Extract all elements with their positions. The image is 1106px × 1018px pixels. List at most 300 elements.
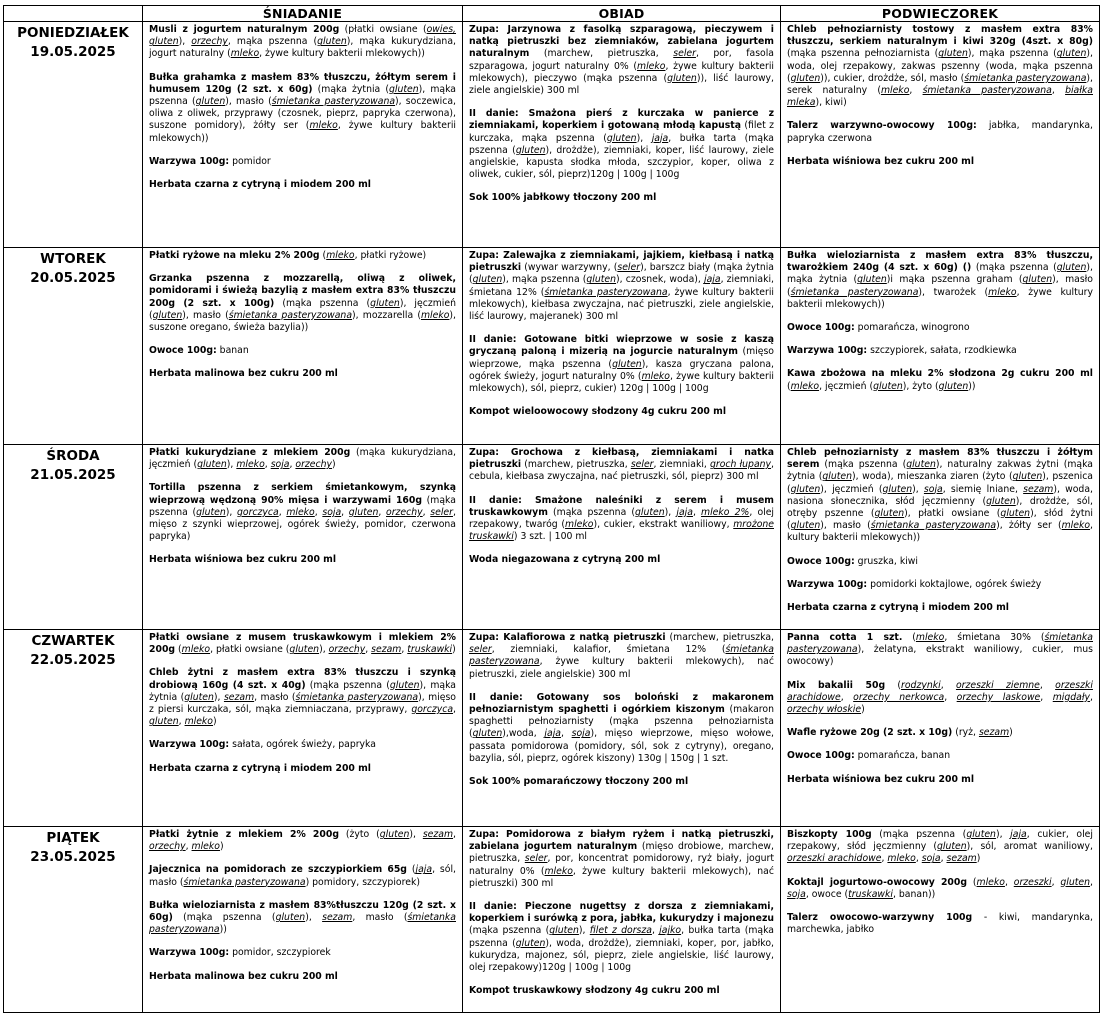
allergen: gluten bbox=[149, 716, 179, 728]
ingredients: , żywe kultury bakterii mlekowych), nać pietruszki) 300 ml bbox=[469, 865, 774, 889]
meal-title: Bułka wieloziarnista z masłem extra 83% tłuszczu, twarożkiem 240g (4 szt. x 60g) () bbox=[787, 250, 1093, 274]
allergen: soja bbox=[322, 506, 342, 518]
ingredients: ), bbox=[995, 829, 1011, 840]
allergen: gluten bbox=[196, 506, 226, 518]
ingredients: ), płatki owsiane ( bbox=[904, 508, 1001, 520]
allergen: mleko bbox=[790, 380, 820, 392]
allergen: seler bbox=[630, 459, 654, 471]
meal-title: Talerz warzywno-owocowy 100g: bbox=[787, 120, 977, 132]
allergen: mleko bbox=[915, 632, 945, 643]
ingredients: (ryż, bbox=[952, 727, 979, 739]
allergen: śmietanka pasteryzowana bbox=[870, 520, 997, 532]
lunch-cell bbox=[463, 827, 781, 1013]
corner-cell bbox=[4, 6, 143, 22]
ingredients: pomarańcza, winogrono bbox=[854, 322, 970, 334]
ingredients: ( bbox=[885, 679, 902, 691]
ingredients: ) bbox=[1009, 727, 1013, 739]
allergen: gluten bbox=[515, 144, 546, 156]
ingredients: (makaron spaghetti pełnoziarnisty (mąka pszenna pełnoziarnista ( bbox=[469, 704, 774, 740]
ingredients: , żywe kultury bakterii mlekowych)) bbox=[149, 120, 456, 144]
ingredients: , bbox=[422, 506, 431, 518]
ingredients: ), mąka kukurydziana, jogurt naturalny ( bbox=[149, 36, 456, 60]
allergen: gluten bbox=[966, 829, 996, 840]
allergen: seler bbox=[673, 48, 696, 60]
ingredients: , bbox=[264, 459, 271, 471]
ingredients: , bbox=[692, 506, 702, 518]
ingredients: , bbox=[289, 459, 296, 471]
allergen: orzechy bbox=[386, 506, 423, 518]
meal-item bbox=[469, 776, 774, 788]
ingredients: , bbox=[909, 85, 923, 97]
allergen: śmietanka pasteryzowana bbox=[469, 644, 774, 668]
ingredients: ), jęczmień ( bbox=[820, 483, 883, 495]
meal-item bbox=[469, 406, 774, 418]
ingredients: (mięso wieprzowe, mąka pszenna ( bbox=[469, 346, 774, 370]
ingredients: ), bbox=[305, 912, 323, 924]
day-name: PIĄTEK bbox=[46, 830, 100, 846]
ingredients: , bbox=[1040, 691, 1053, 703]
day-row-thursday bbox=[4, 630, 1100, 827]
allergen: rodzynki bbox=[901, 679, 941, 691]
allergen: seler bbox=[469, 644, 492, 656]
ingredients: , bbox=[185, 841, 192, 853]
ingredients: , bbox=[1004, 876, 1014, 888]
allergen: orzechy bbox=[328, 644, 366, 656]
allergen: sezam bbox=[946, 853, 977, 865]
allergen: jajko bbox=[659, 925, 682, 937]
ingredients: ), masło ( bbox=[820, 520, 871, 532]
allergen: gluten bbox=[667, 72, 697, 84]
ingredients: , bbox=[940, 679, 956, 691]
meal-title: Tortilla pszenna z serkiem śmietankowym, szynką wieprzową wędzoną 90% mięsa i warzywami 160g bbox=[149, 482, 456, 506]
ingredients: , bbox=[314, 506, 323, 518]
meal-item bbox=[469, 334, 774, 395]
ingredients: ), bbox=[225, 506, 237, 518]
header-lunch: OBIAD bbox=[463, 6, 781, 22]
ingredients: , cukier, olej rzepakowy, słód jęczmienny ( bbox=[787, 829, 1093, 853]
meal-title: Bułka grahamka z masłem 83% tłuszczu, żółtym serem i humusem 120g (2 szt. x 60g) bbox=[149, 71, 456, 95]
meal-item bbox=[149, 829, 456, 853]
allergen: gluten bbox=[379, 829, 410, 840]
ingredients: , żywe kultury bakterii mlekowych)) bbox=[787, 286, 1093, 310]
ingredients: )), cukier, drożdże, sól, masło ( bbox=[820, 72, 965, 84]
breakfast-cell bbox=[143, 445, 463, 630]
ingredients: ) pomidory, szczypiorek) bbox=[305, 876, 420, 888]
allergen: jaja bbox=[544, 728, 561, 740]
ingredients: ), jęczmień ( bbox=[149, 297, 456, 321]
ingredients: , mięso z szynki wieprzowej, ogórek świeży, pomidor, czerwona papryka) bbox=[149, 506, 456, 543]
ingredients: (wywar warzywny, ( bbox=[521, 262, 618, 274]
meal-item bbox=[149, 864, 456, 888]
day-name: CZWARTEK bbox=[31, 633, 115, 649]
allergen: gluten bbox=[938, 380, 969, 392]
meal-title: Płatki owsiane z musem truskawkowym i mlekiem 2% 200g bbox=[149, 632, 456, 656]
ingredients: (mąka pszenna ( bbox=[172, 912, 276, 924]
allergen: jaja bbox=[704, 274, 721, 286]
allergen: soja bbox=[270, 459, 290, 471]
meal-title: Owoce 100g: bbox=[149, 345, 217, 357]
ingredients: , bbox=[1039, 679, 1056, 691]
ingredients: , bbox=[1090, 876, 1093, 888]
meal-title: II danie: Gotowane bitki wieprzowe w sosie z kaszą gryczaną paloną i mizerią na jogurcie naturalnym bbox=[469, 334, 774, 358]
meal-title: Warzywa 100g: bbox=[149, 739, 230, 751]
allergen: śmietanka pasteryzowana bbox=[271, 96, 396, 108]
allergen: truskawki bbox=[407, 644, 453, 656]
allergen: śmietanka pasteryzowana bbox=[228, 309, 353, 321]
allergen: soja bbox=[923, 483, 943, 495]
header-snack: PODWIECZOREK bbox=[781, 6, 1100, 22]
allergen: sezam bbox=[322, 912, 353, 924]
allergen: mleko 2% bbox=[701, 506, 750, 518]
allergen: sezam bbox=[422, 829, 454, 840]
allergen: migdały bbox=[1052, 691, 1091, 703]
meal-title: Kompot wieloowocowy słodzony 4g cukru 200 ml bbox=[469, 406, 727, 418]
ingredients: , bbox=[401, 644, 408, 656]
allergen: soja bbox=[787, 888, 806, 900]
ingredients: ), bbox=[213, 691, 224, 703]
ingredients: ), sól, aromat waniliowy, bbox=[966, 841, 1093, 853]
snack-cell bbox=[781, 248, 1100, 445]
ingredients: ( bbox=[902, 632, 916, 643]
meal-item bbox=[787, 750, 1093, 762]
allergen: sezam bbox=[1023, 483, 1054, 495]
ingredients: ), bbox=[578, 925, 590, 937]
breakfast-cell bbox=[143, 248, 463, 445]
meal-item bbox=[149, 971, 456, 983]
allergen: mleko bbox=[976, 876, 1005, 888]
meal-item bbox=[469, 985, 774, 997]
meal-title: Warzywa 100g: bbox=[149, 947, 230, 959]
allergen: gluten bbox=[348, 506, 379, 518]
allergen: gluten bbox=[472, 274, 503, 286]
meal-item bbox=[787, 727, 1093, 739]
allergen: gluten bbox=[906, 459, 936, 471]
day-date: 20.05.2025 bbox=[30, 270, 116, 286]
ingredients: )) bbox=[219, 924, 227, 936]
ingredients: ), słód żytni ( bbox=[787, 508, 1093, 532]
allergen: seler bbox=[430, 506, 453, 518]
meal-title: Kawa zbożowa na mleku 2% słodzona 2g cukru 200 ml bbox=[787, 368, 1093, 380]
allergen: soja bbox=[921, 853, 941, 865]
meal-item bbox=[787, 680, 1093, 717]
ingredients: ( bbox=[787, 380, 791, 392]
ingredients: , kultury bakterii mlekowych)) bbox=[787, 520, 1094, 544]
allergen: orzechy bbox=[149, 841, 186, 853]
meal-title: Chleb żytni z masłem extra 83% tłuszczu i szynką drobiową 160g (4 szt. x 40g) bbox=[149, 667, 456, 691]
allergen: gluten bbox=[317, 36, 347, 48]
meal-title: Owoce 100g: bbox=[787, 750, 855, 762]
meal-title: Zupa: Pomidorowa z białym ryżem i natką pietruszki, zabielana jogurtem naturalnym bbox=[469, 829, 774, 853]
allergen: gluten bbox=[515, 937, 546, 949]
day-cell bbox=[4, 248, 143, 445]
allergen: sezam bbox=[223, 691, 255, 703]
ingredients: ), drożdże), ziemniaki, koper, liść laurowy, ziele angielskie, kapusta słodka młoda, szczypior, koper, oliwa z oliwek, cukier, sól, pieprz)120g | 100g | 100g bbox=[469, 144, 774, 181]
allergen: gluten bbox=[1022, 274, 1053, 286]
meal-title: Chleb pełnoziarnisty tostowy z masłem extra 83% tłuszczu, serkiem naturalnym i kiwi 320g (4szt. x 80g) bbox=[787, 24, 1093, 48]
meal-title: Owoce 100g: bbox=[787, 322, 855, 334]
ingredients: )), liść laurowy, ziele angielskie) 300 ml bbox=[469, 72, 774, 97]
allergen: śmietanka pasteryzowana bbox=[964, 72, 1087, 84]
ingredients: ), pszenica ( bbox=[787, 471, 1093, 495]
allergen: mleko bbox=[637, 60, 666, 72]
ingredients: , por, koncentrat pomidorowy, ryż biały, jogurt naturalny 0% ( bbox=[469, 853, 774, 877]
ingredients: ), mąka żytnia ( bbox=[787, 262, 1093, 286]
allergen: orzechy laskowe bbox=[956, 691, 1041, 703]
ingredients: szczypiorek, sałata, rzodkiewka bbox=[867, 345, 1017, 357]
meal-title: Zupa: Kalafiorowa z natką pietruszki bbox=[469, 632, 666, 643]
ingredients: ), mąka pszenna ( bbox=[149, 83, 456, 108]
allergen: gorczyca bbox=[236, 506, 279, 518]
ingredients: , śmietana 30% ( bbox=[944, 632, 1045, 643]
meal-item bbox=[149, 632, 456, 656]
ingredients: ), kiwi) bbox=[815, 97, 847, 109]
lunch-cell bbox=[463, 445, 781, 630]
allergen: gluten bbox=[289, 644, 320, 656]
ingredients: ), mąka żytnia ( bbox=[149, 679, 456, 703]
meal-title: Herbata malinowa bez cukru 200 ml bbox=[149, 368, 338, 380]
allergen: gluten bbox=[986, 495, 1016, 507]
ingredients: (mąka żytnia ( bbox=[312, 83, 389, 95]
allergen: śmietanka pasteryzowana bbox=[787, 632, 1093, 656]
ingredients: ), czosnek, woda), bbox=[616, 274, 704, 286]
allergen: jaja bbox=[651, 132, 669, 144]
day-name: PONIEDZIAŁEK bbox=[17, 25, 129, 41]
header-row bbox=[4, 6, 1100, 22]
meal-title: II danie: Smażone naleśniki z serem i musem truskawkowym bbox=[469, 494, 774, 518]
allergen: białka mleka bbox=[787, 85, 1093, 109]
allergen: gluten bbox=[1000, 508, 1031, 520]
meal-title: II danie: Gotowany sos boloński z makaronem pełnoziarnistym spaghetti i ogórkiem kiszonym bbox=[469, 691, 774, 716]
meal-item bbox=[149, 947, 456, 959]
meal-item bbox=[787, 156, 1093, 168]
breakfast-cell bbox=[143, 22, 463, 248]
ingredients: (marchew, pietruszka, bbox=[665, 632, 774, 643]
meal-title: Kompot truskawkowy słodzony 4g cukru 200 ml bbox=[469, 985, 720, 997]
ingredients: ), kasza gryczana palona, ogórek świeży, jogurt naturalny 0% ( bbox=[469, 358, 774, 382]
lunch-cell bbox=[463, 248, 781, 445]
ingredients: ( bbox=[175, 644, 182, 656]
ingredients: , siemię lniane, bbox=[942, 483, 1024, 495]
allergen: śmietanka pasteryzowana bbox=[295, 691, 419, 703]
ingredients: , bbox=[560, 728, 572, 740]
meal-item bbox=[149, 72, 456, 145]
ingredients: , płatki ryżowe) bbox=[354, 250, 427, 261]
lunch-cell bbox=[463, 22, 781, 248]
ingredients: (płatki owsiane ( bbox=[339, 24, 427, 35]
ingredients: , bbox=[378, 506, 387, 518]
allergen: soja bbox=[571, 728, 591, 740]
ingredients: ), bbox=[664, 506, 677, 518]
meal-item bbox=[149, 554, 456, 566]
ingredients: , ziemniaki, kalafior, śmietana 12% ( bbox=[491, 644, 726, 656]
meal-title: Zupa: Grochowa z kiełbasą, ziemniakami i natka pietruszki bbox=[469, 447, 774, 471]
snack-cell bbox=[781, 22, 1100, 248]
allergen: orzeszki bbox=[1013, 876, 1052, 888]
ingredients: banan bbox=[216, 345, 249, 357]
meal-title: Płatki kukurydziane z mlekiem 200g bbox=[149, 447, 351, 458]
ingredients: , olej rzepakowy, twaróg ( bbox=[469, 506, 775, 531]
meal-title: Sok 100% pomarańczowy tłoczony 200 ml bbox=[469, 776, 689, 788]
allergen: sezam bbox=[371, 644, 402, 656]
allergen: gluten bbox=[472, 728, 503, 740]
allergen: jaja bbox=[676, 506, 693, 518]
allergen: groch łupany bbox=[709, 459, 772, 471]
ingredients: (filet z kurczaka, mąka pszenna ( bbox=[469, 120, 774, 144]
allergen: mleko bbox=[181, 644, 211, 656]
ingredients: , cebula, kiełbasa zwyczajna, nać pietruszki, sól, pieprz) 300 ml bbox=[469, 459, 775, 483]
ingredients: , żywe kultury bakterii mlekowych), kiełbasa zwyczajna, nać pietruszki, ziele angielskie, liść laurowy, majeranek) 300 ml bbox=[469, 286, 775, 323]
menu-table bbox=[3, 5, 1100, 1013]
ingredients: ), masło ( bbox=[225, 96, 272, 108]
meal-item bbox=[149, 345, 456, 357]
ingredients: , bbox=[1051, 876, 1061, 888]
ingredients: (mąka kukurydziana, jęczmień ( bbox=[149, 447, 456, 471]
meal-item bbox=[787, 912, 1093, 936]
allergen: orzeszki arachidowe bbox=[787, 853, 882, 865]
ingredients: (marchew, pietruszka, bbox=[521, 459, 631, 471]
snack-cell bbox=[781, 827, 1100, 1013]
ingredients: ), woda, nasiona słonecznika, słód jęczmienny ( bbox=[787, 483, 1093, 507]
day-cell bbox=[4, 22, 143, 248]
meal-title: Sok 100% jabłkowy tłoczony 200 ml bbox=[469, 192, 657, 204]
ingredients: ), barszcz biały (mąka żytnia ( bbox=[469, 262, 774, 286]
allergen: gluten bbox=[938, 48, 968, 60]
day-date: 23.05.2025 bbox=[30, 849, 116, 865]
allergen: gluten bbox=[389, 679, 420, 691]
allergen: seler bbox=[617, 262, 641, 274]
allergen: sezam bbox=[978, 727, 1010, 739]
allergen: mleko bbox=[191, 841, 220, 853]
ingredients: , owoce ( bbox=[805, 888, 849, 900]
ingredients: sałata, ogórek świeży, papryka bbox=[229, 739, 376, 751]
meal-title: Herbata malinowa bez cukru 200 ml bbox=[149, 970, 338, 982]
allergen: gluten bbox=[195, 96, 226, 108]
ingredients: ), masło ( bbox=[787, 274, 1093, 298]
ingredients: ), drożdże, sól, otręby pszenne ( bbox=[787, 495, 1093, 520]
allergen: mleko bbox=[988, 286, 1017, 298]
allergen: mleko bbox=[309, 120, 338, 132]
allergen: gluten bbox=[937, 841, 967, 853]
allergen: mleko bbox=[236, 459, 265, 471]
allergen: gluten bbox=[184, 691, 214, 703]
ingredients: (mąka pszenna ( bbox=[274, 297, 371, 309]
meal-item bbox=[149, 368, 456, 380]
ingredients: (mąka pszenna ( bbox=[305, 679, 390, 691]
meal-item bbox=[787, 345, 1093, 357]
meal-title: Bułka wieloziarnista z masłem 83%tłuszczu 120g (2 szt. x 60g) bbox=[149, 899, 456, 924]
ingredients: ), soczewica, oliwa z oliwek, przyprawy (czosnek, pieprz, papryka czerwona), suszone pomidory), żółty ser ( bbox=[149, 96, 456, 132]
day-cell bbox=[4, 630, 143, 827]
ingredients: , żywe kultury bakterii mlekowych), pieczywo (mąka pszenna ( bbox=[469, 60, 775, 84]
allergen: truskawki bbox=[848, 888, 893, 900]
ingredients: ), bbox=[636, 132, 652, 144]
meal-item bbox=[469, 24, 774, 97]
snack-cell bbox=[781, 630, 1100, 827]
ingredients: , banan)) bbox=[892, 888, 936, 900]
ingredients: (mąka pszenna ( bbox=[819, 459, 907, 471]
ingredients: , bułka tarta (mąka pszenna ( bbox=[469, 132, 774, 156]
ingredients: , bułka tarta (mąka pszenna ( bbox=[469, 925, 774, 949]
ingredients: , bbox=[915, 853, 922, 865]
meal-item bbox=[787, 447, 1093, 545]
lunch-cell bbox=[463, 630, 781, 827]
meal-item bbox=[787, 774, 1093, 786]
meal-item bbox=[787, 556, 1093, 568]
meal-item bbox=[469, 692, 774, 765]
ingredients: , bbox=[840, 691, 854, 703]
ingredients: ), bbox=[178, 36, 192, 48]
breakfast-cell bbox=[143, 827, 463, 1013]
allergen: gluten bbox=[1056, 262, 1087, 274]
ingredients: , bbox=[365, 644, 372, 656]
meal-title: Mix bakalii 50g bbox=[787, 679, 886, 691]
allergen: gluten bbox=[1012, 471, 1043, 483]
meal-title: Zupa: Zalewajka z ziemniakami, jajkiem, kiełbasą i natką pietruszki bbox=[469, 250, 774, 274]
ingredients: , bbox=[453, 829, 456, 840]
meal-item bbox=[469, 829, 774, 890]
allergen: śmietanka pasteryzowana bbox=[183, 876, 306, 888]
allergen: jaja bbox=[1010, 829, 1027, 840]
ingredients: (mąka pszenna ( bbox=[149, 494, 456, 518]
ingredients: ), żyto ( bbox=[902, 380, 939, 392]
meal-title: Koktajl jogurtowo-owocowy 200g bbox=[787, 876, 968, 888]
meal-item bbox=[149, 273, 456, 334]
day-row-wednesday bbox=[4, 445, 1100, 630]
allergen: mrożone truskawki bbox=[469, 519, 774, 543]
ingredients: , bbox=[944, 691, 957, 703]
ingredients: , bbox=[1090, 691, 1094, 703]
meal-item bbox=[787, 322, 1093, 334]
allergen: śmietanka pasteryzowana bbox=[544, 286, 668, 298]
meal-title: Woda niegazowana z cytryną 200 ml bbox=[469, 554, 661, 566]
allergen: mleko bbox=[641, 370, 670, 382]
allergen: mleko bbox=[326, 250, 355, 261]
allergen: śmietanka pasteryzowana bbox=[790, 286, 919, 298]
meal-item bbox=[787, 632, 1093, 669]
meal-item bbox=[787, 368, 1093, 392]
ingredients: ),woda, bbox=[502, 728, 545, 740]
allergen: gluten bbox=[389, 83, 419, 95]
meal-title: Zupa: Jarzynowa z fasolką szparagową, pieczywem i natką pietruszki bez ziemniaków, zabielana jogurtem naturalnym bbox=[469, 24, 774, 60]
meal-item bbox=[149, 900, 456, 937]
meal-item bbox=[787, 250, 1093, 311]
ingredients: , masło ( bbox=[352, 912, 408, 924]
meal-title: Herbata czarna z cytryną i miodem 200 ml bbox=[149, 762, 371, 774]
allergen: śmietanka pasteryzowana bbox=[149, 912, 456, 936]
day-date: 21.05.2025 bbox=[30, 467, 116, 483]
meal-title: Owoce 100g: bbox=[787, 555, 855, 567]
meal-title: Herbata wiśniowa bez cukru 200 ml bbox=[787, 155, 975, 167]
meal-item bbox=[469, 447, 774, 484]
ingredients: ), suszone oregano, świeża bazylia)) bbox=[149, 309, 457, 334]
meal-item bbox=[787, 602, 1093, 614]
allergen: gluten bbox=[370, 297, 400, 309]
meal-title: Chleb pełnoziarnisty z masłem 83% tłuszczu i żółtym serem bbox=[787, 447, 1093, 471]
breakfast-cell bbox=[143, 630, 463, 827]
day-name: ŚRODA bbox=[46, 448, 100, 464]
allergen: orzechy nerkowca bbox=[853, 691, 945, 703]
allergen: gluten bbox=[790, 72, 821, 84]
allergen: orzechy bbox=[295, 459, 333, 471]
ingredients: ) bbox=[213, 716, 217, 728]
day-name: WTOREK bbox=[40, 251, 106, 267]
ingredients: ), woda, drożdże), ziemniaki, koper, por, jabłko, kukurydza, majonez, sól, pieprz, ziele angielskie, liść laurowy, olej rzepakowy)120g | 100g | 100g bbox=[469, 937, 774, 974]
ingredients: , ziemniaki, śmietana 12% ( bbox=[469, 274, 774, 298]
ingredients: )i mąka pszenna graham ( bbox=[886, 274, 1023, 286]
ingredients: ), mozzarella ( bbox=[352, 309, 421, 321]
allergen: gluten bbox=[152, 309, 183, 321]
ingredients: ), żółty ser ( bbox=[996, 520, 1062, 532]
